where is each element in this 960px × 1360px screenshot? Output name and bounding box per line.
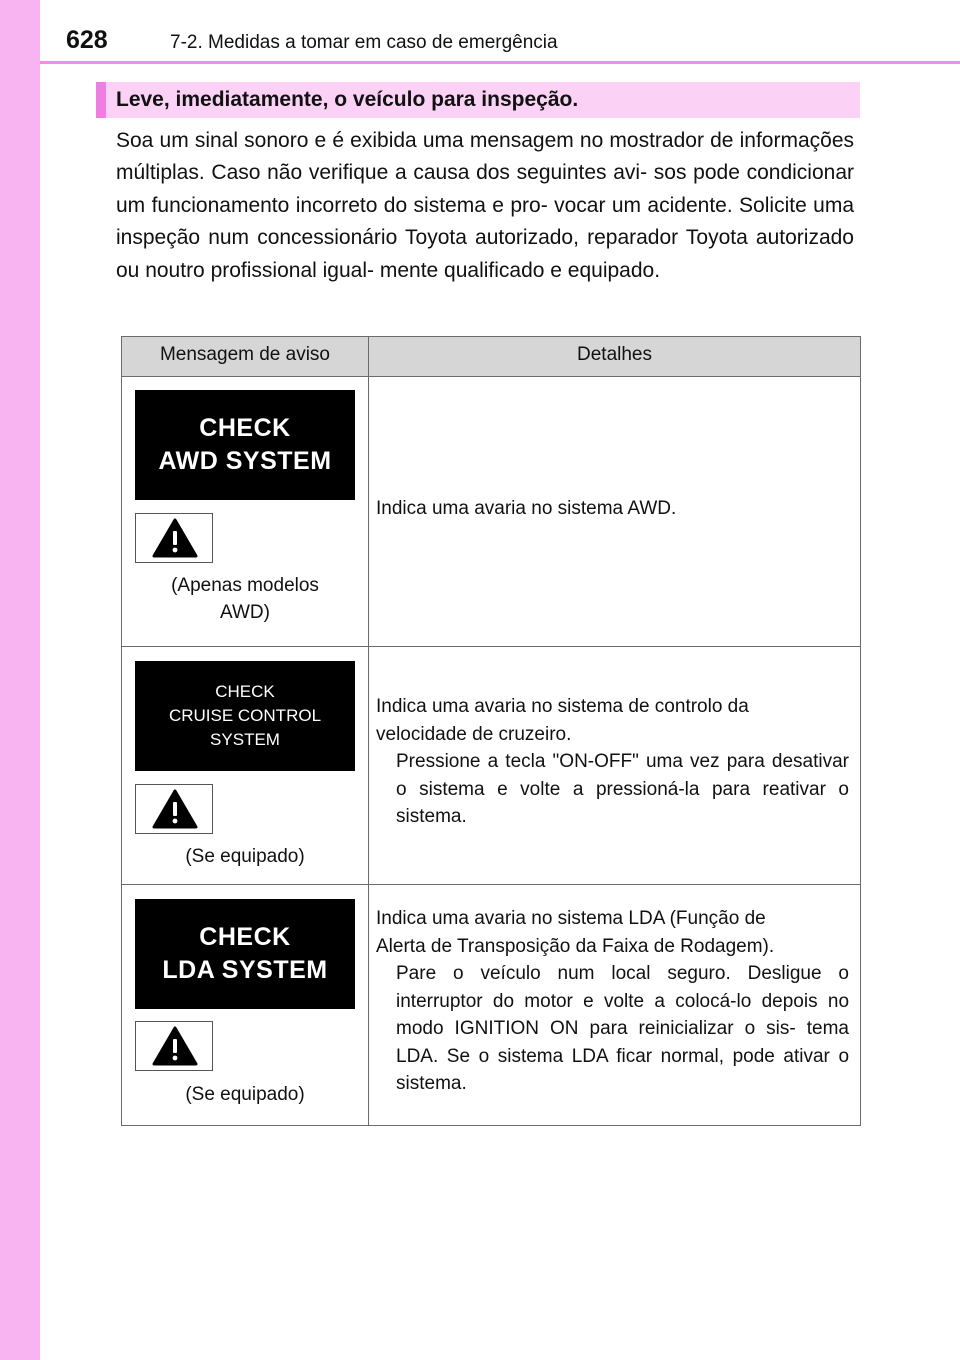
- model-note: [122, 1081, 368, 1108]
- intro-line: Soa um sinal sonoro e é exibida uma mensagem no mostrador de: [116, 129, 734, 152]
- detail-text: Indica uma avaria no sistema AWD.: [376, 498, 677, 519]
- intro-line: informações múltiplas. Caso não verifique a causa dos seguintes avi-: [116, 129, 854, 185]
- table-header: [122, 337, 860, 377]
- detail-line: Alerta de Transposição da Faixa de Rodagem).: [376, 935, 775, 957]
- display-line: AWD SYSTEM: [158, 447, 332, 475]
- column-divider: [368, 337, 369, 1125]
- warning-triangle-icon: [135, 784, 213, 834]
- intro-line: autorizado, reparador Toyota autorizado ou noutro profissional igual-: [116, 226, 854, 282]
- intro-line: vocar um acidente. Solicite uma inspeção num concessionário Toyota: [116, 193, 854, 250]
- page-header: [0, 0, 960, 62]
- detail-line-part: desativar o sistema e volte a pressioná-la para: [396, 751, 849, 800]
- warning-message-table: [121, 336, 861, 1126]
- display-line: CHECK: [199, 414, 291, 442]
- display-line: CRUISE CONTROL: [168, 706, 322, 725]
- page-number: 628: [66, 26, 108, 54]
- detail-line: [376, 960, 849, 1098]
- note-line: AWD): [220, 602, 270, 623]
- display-line: CHECK: [199, 923, 291, 951]
- note-line: (Se equipado): [185, 1084, 305, 1105]
- row-divider: [122, 884, 860, 885]
- detail-line-part: pode ativar o sistema.: [396, 1045, 850, 1094]
- left-margin-strip: [0, 0, 40, 1360]
- display-message-lda: [135, 899, 355, 1009]
- detail-line-part: Pressione a tecla "ON-OFF" uma vez para: [396, 751, 765, 772]
- display-line: SYSTEM: [210, 730, 280, 749]
- intro-line: sos pode condicionar um funcionamento incorreto do sistema e pro-: [116, 161, 854, 217]
- model-note: [122, 843, 368, 870]
- detail-line-part: Pare o veículo num local seguro. Desligue o: [396, 963, 849, 984]
- display-line: LDA SYSTEM: [162, 956, 328, 984]
- detail-line: Indica uma avaria no sistema LDA (Função de: [376, 908, 766, 929]
- detail-line: velocidade de cruzeiro.: [376, 723, 572, 745]
- section-heading-text: Leve, imediatamente, o veículo para inspeção.: [116, 88, 579, 111]
- warning-triangle-icon: [135, 513, 213, 563]
- model-note: [122, 572, 368, 626]
- intro-line: mente qualificado e equipado.: [379, 258, 661, 282]
- detail-line-part: tema LDA. Se o sistema LDA ficar normal,: [396, 1018, 849, 1067]
- row-divider: [122, 646, 860, 647]
- display-message-cruise-control: [135, 661, 355, 771]
- detail-line: [376, 748, 849, 831]
- detail-text: [376, 693, 849, 831]
- header-rule: [40, 61, 960, 64]
- detail-text: [376, 905, 849, 1098]
- section-heading: [96, 82, 860, 118]
- detail-line: Indica uma avaria no sistema de controlo da: [376, 696, 749, 717]
- column-header-details: Detalhes: [577, 344, 652, 365]
- display-line: CHECK: [215, 682, 275, 701]
- note-line: (Apenas modelos: [171, 575, 319, 596]
- note-line: (Se equipado): [185, 846, 305, 867]
- column-header-message: Mensagem de aviso: [159, 344, 331, 365]
- detail-line-part: reativar o sistema.: [396, 778, 849, 827]
- detail-line-part: interruptor do motor e volte a colocá-lo depois: [396, 990, 818, 1012]
- display-message-awd: [135, 390, 355, 500]
- chapter-title: 7-2. Medidas a tomar em caso de emergência: [170, 32, 558, 53]
- warning-triangle-icon: [135, 1021, 213, 1071]
- intro-paragraph: [116, 125, 854, 287]
- detail-line-part: no modo IGNITION ON para reinicializar o sis-: [396, 990, 850, 1039]
